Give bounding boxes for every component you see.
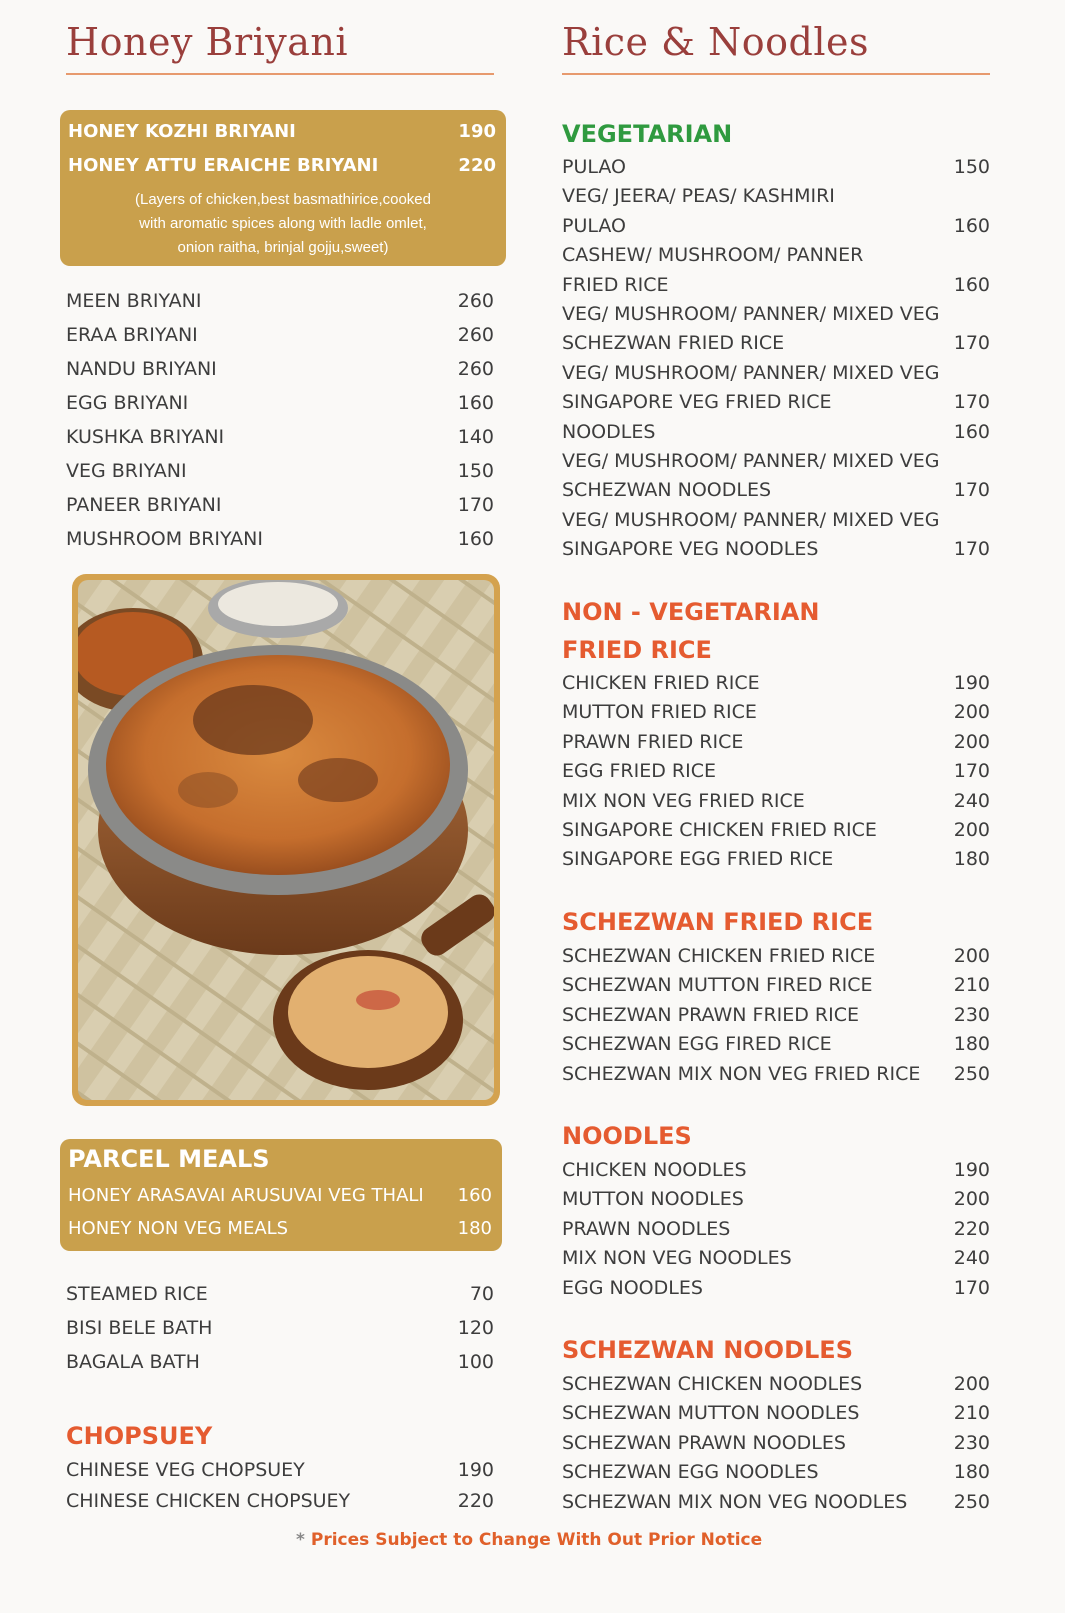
item-name: HONEY ATTU ERAICHE BRIYANI xyxy=(68,155,379,176)
item-price: 210 xyxy=(953,974,990,997)
menu-item xyxy=(562,509,990,531)
item-price: 200 xyxy=(953,945,990,967)
item-price: 200 xyxy=(953,730,990,753)
menu-item xyxy=(562,1004,990,1026)
item-price: 160 xyxy=(953,214,990,237)
menu-item xyxy=(562,185,990,207)
item-name: VEG/ MUSHROOM/ PANNER/ MIXED VEG xyxy=(562,450,940,472)
item-name: EGG FRIED RICE xyxy=(562,760,716,783)
section-title-schezwan-noodles: SCHEZWAN NOODLES xyxy=(562,1336,853,1364)
item-name: CHICKEN NOODLES xyxy=(562,1159,747,1181)
item-name: MUTTON NOODLES xyxy=(562,1188,744,1211)
menu-item xyxy=(562,538,990,560)
item-name: SCHEZWAN MUTTON FIRED RICE xyxy=(562,974,873,997)
menu-item: CHINESE VEG CHOPSUEY 190 xyxy=(66,1459,494,1481)
item-price: 210 xyxy=(953,1402,990,1425)
item-price: 160 xyxy=(953,273,990,296)
item-name: SCHEZWAN CHICKEN NOODLES xyxy=(562,1373,863,1395)
item-name: SINGAPORE CHICKEN FRIED RICE xyxy=(562,819,877,841)
item-price: 190 xyxy=(953,1159,990,1181)
item-name: MUTTON FRIED RICE xyxy=(562,701,757,724)
menu-item: NANDU BRIYANI 260 xyxy=(66,358,494,380)
item-price: 250 xyxy=(953,1062,990,1085)
item-price: 170 xyxy=(953,332,990,355)
item-price: 180 xyxy=(953,1033,990,1056)
item-name: PULAO xyxy=(562,156,627,178)
menu-item: VEG BRIYANI 150 xyxy=(66,460,494,482)
menu-item xyxy=(562,731,990,753)
item-price: 200 xyxy=(953,1188,990,1211)
item-name: VEG/ MUSHROOM/ PANNER/ MIXED VEG xyxy=(562,361,940,384)
item-price: 240 xyxy=(953,1247,990,1270)
item-name: MIX NON VEG NOODLES xyxy=(562,1247,792,1270)
item-name: FRIED RICE xyxy=(562,273,669,296)
menu-item xyxy=(562,156,990,178)
section-title-noodles: NOODLES xyxy=(562,1122,692,1150)
item-name: SINGAPORE EGG FRIED RICE xyxy=(562,848,834,871)
item-price: 230 xyxy=(953,1003,990,1026)
item-price: 240 xyxy=(953,789,990,812)
menu-item xyxy=(562,1491,990,1513)
menu-item xyxy=(562,1277,990,1299)
section-title-chopsuey: CHOPSUEY xyxy=(66,1422,213,1450)
item-name: SCHEZWAN EGG FIRED RICE xyxy=(562,1033,832,1056)
menu-item xyxy=(562,1402,990,1424)
menu-item: KUSHKA BRIYANI 140 xyxy=(66,426,494,448)
section-title-schezwan-fried-rice: SCHEZWAN FRIED RICE xyxy=(562,908,874,936)
item-name: EGG NOODLES xyxy=(562,1276,703,1299)
menu-item xyxy=(562,1188,990,1210)
menu-item xyxy=(562,215,990,237)
item-price: 200 xyxy=(953,1373,990,1395)
item-name: PRAWN FRIED RICE xyxy=(562,730,744,753)
section-title-vegetarian: VEGETARIAN xyxy=(562,120,733,148)
menu-item xyxy=(562,945,990,967)
item-name: PRAWN NOODLES xyxy=(562,1217,731,1240)
menu-item xyxy=(562,790,990,812)
briyani-illustration xyxy=(78,580,494,1100)
item-name: SCHEZWAN NOODLES xyxy=(562,479,772,502)
section-title-non-vegetarian: NON - VEGETARIAN xyxy=(562,598,820,626)
special-briyani-box xyxy=(60,110,506,266)
item-price: 170 xyxy=(953,760,990,783)
menu-item xyxy=(562,303,990,325)
menu-item xyxy=(562,1033,990,1055)
item-price: 220 xyxy=(458,155,496,176)
menu-item xyxy=(562,672,990,694)
menu-item xyxy=(562,701,990,723)
menu-item xyxy=(562,362,990,384)
menu-item xyxy=(68,121,496,142)
item-price: 220 xyxy=(953,1217,990,1240)
page-title-rice-noodles: Rice & Noodles xyxy=(562,20,869,64)
item-price: 180 xyxy=(953,1461,990,1484)
menu-item: BISI BELE BATH 120 xyxy=(66,1317,494,1339)
briyani-photo xyxy=(72,574,500,1106)
menu-item: ERAA BRIYANI 260 xyxy=(66,324,494,346)
menu-item xyxy=(68,155,496,176)
menu-item xyxy=(562,479,990,501)
menu-item: BAGALA BATH 100 xyxy=(66,1351,494,1373)
section-title-parcel-meals: PARCEL MEALS xyxy=(68,1145,270,1173)
item-name: SCHEZWAN EGG NOODLES xyxy=(562,1461,819,1484)
item-price: 150 xyxy=(953,156,990,178)
item-price: 170 xyxy=(953,391,990,414)
item-price: 250 xyxy=(953,1490,990,1513)
heading-rule xyxy=(562,73,990,75)
item-price: 200 xyxy=(953,819,990,841)
item-name: NOODLES xyxy=(562,420,656,443)
menu-item xyxy=(562,1063,990,1085)
menu-item: STEAMED RICE 70 xyxy=(66,1283,494,1305)
heading-rule xyxy=(66,73,494,75)
item-name: CASHEW/ MUSHROOM/ PANNER xyxy=(562,244,864,267)
item-price: 200 xyxy=(953,701,990,724)
item-price: 170 xyxy=(953,479,990,502)
menu-item xyxy=(562,1432,990,1454)
item-price: 230 xyxy=(953,1431,990,1454)
menu-item xyxy=(562,450,990,472)
item-name: SINGAPORE VEG NOODLES xyxy=(562,538,819,561)
menu-item xyxy=(562,274,990,296)
item-name: VEG/ MUSHROOM/ PANNER/ MIXED VEG xyxy=(562,508,940,531)
item-name: MIX NON VEG FRIED RICE xyxy=(562,789,805,812)
item-price: 190 xyxy=(953,672,990,694)
page-title-honey-briyani: Honey Briyani xyxy=(66,20,349,64)
menu-item: PANEER BRIYANI 170 xyxy=(66,494,494,516)
item-name: VEG/ MUSHROOM/ PANNER/ MIXED VEG xyxy=(562,303,940,325)
menu-item xyxy=(562,244,990,266)
section-title-fried-rice: FRIED RICE xyxy=(562,636,712,664)
item-name: HONEY KOZHI BRIYANI xyxy=(68,121,296,142)
menu-item xyxy=(562,760,990,782)
menu-item xyxy=(562,1461,990,1483)
asterisk: * xyxy=(296,1530,305,1550)
item-name: SCHEZWAN FRIED RICE xyxy=(562,332,785,355)
menu-item xyxy=(562,1373,990,1395)
menu-item xyxy=(562,421,990,443)
menu-item xyxy=(562,1247,990,1269)
item-name: SCHEZWAN PRAWN NOODLES xyxy=(562,1431,846,1454)
briyani-photo-image xyxy=(78,580,494,1100)
menu-item: MEEN BRIYANI 260 xyxy=(66,290,494,312)
price-notice: * Prices Subject to Change With Out Prior Notice xyxy=(296,1530,763,1550)
menu-item xyxy=(562,848,990,870)
item-name: VEG/ JEERA/ PEAS/ KASHMIRI xyxy=(562,185,835,208)
menu-item: HONEY ARASAVAI ARUSUVAI VEG THALI 160 xyxy=(68,1185,492,1206)
item-name: SCHEZWAN MIX NON VEG NOODLES xyxy=(562,1490,908,1513)
item-name: PULAO xyxy=(562,214,627,237)
menu-item xyxy=(562,1159,990,1181)
menu-item xyxy=(562,1218,990,1240)
item-price: 170 xyxy=(953,538,990,561)
item-price: 190 xyxy=(458,121,496,142)
item-name: SCHEZWAN MUTTON NOODLES xyxy=(562,1402,860,1425)
menu-item: HONEY NON VEG MEALS 180 xyxy=(68,1218,492,1239)
item-price: 170 xyxy=(953,1276,990,1299)
item-price: 180 xyxy=(953,848,990,871)
item-name: CHICKEN FRIED RICE xyxy=(562,672,760,694)
item-name: SCHEZWAN MIX NON VEG FRIED RICE xyxy=(562,1062,921,1085)
menu-item: MUSHROOM BRIYANI 160 xyxy=(66,528,494,550)
item-name: SCHEZWAN PRAWN FRIED RICE xyxy=(562,1003,860,1026)
menu-item: EGG BRIYANI 160 xyxy=(66,392,494,414)
item-price: 160 xyxy=(953,420,990,443)
parcel-meals-box xyxy=(60,1139,502,1251)
item-name: SINGAPORE VEG FRIED RICE xyxy=(562,391,832,414)
menu-item xyxy=(562,819,990,841)
menu-item xyxy=(562,391,990,413)
item-description: (Layers of chicken,best basmathirice,cooked with aromatic spices along with ladle omlet, onion raitha, brinjal gojju,sweet) xyxy=(135,191,431,256)
menu-item: CHINESE CHICKEN CHOPSUEY 220 xyxy=(66,1490,494,1512)
menu-item xyxy=(562,974,990,996)
menu-item xyxy=(562,332,990,354)
item-name: SCHEZWAN CHICKEN FRIED RICE xyxy=(562,945,876,967)
